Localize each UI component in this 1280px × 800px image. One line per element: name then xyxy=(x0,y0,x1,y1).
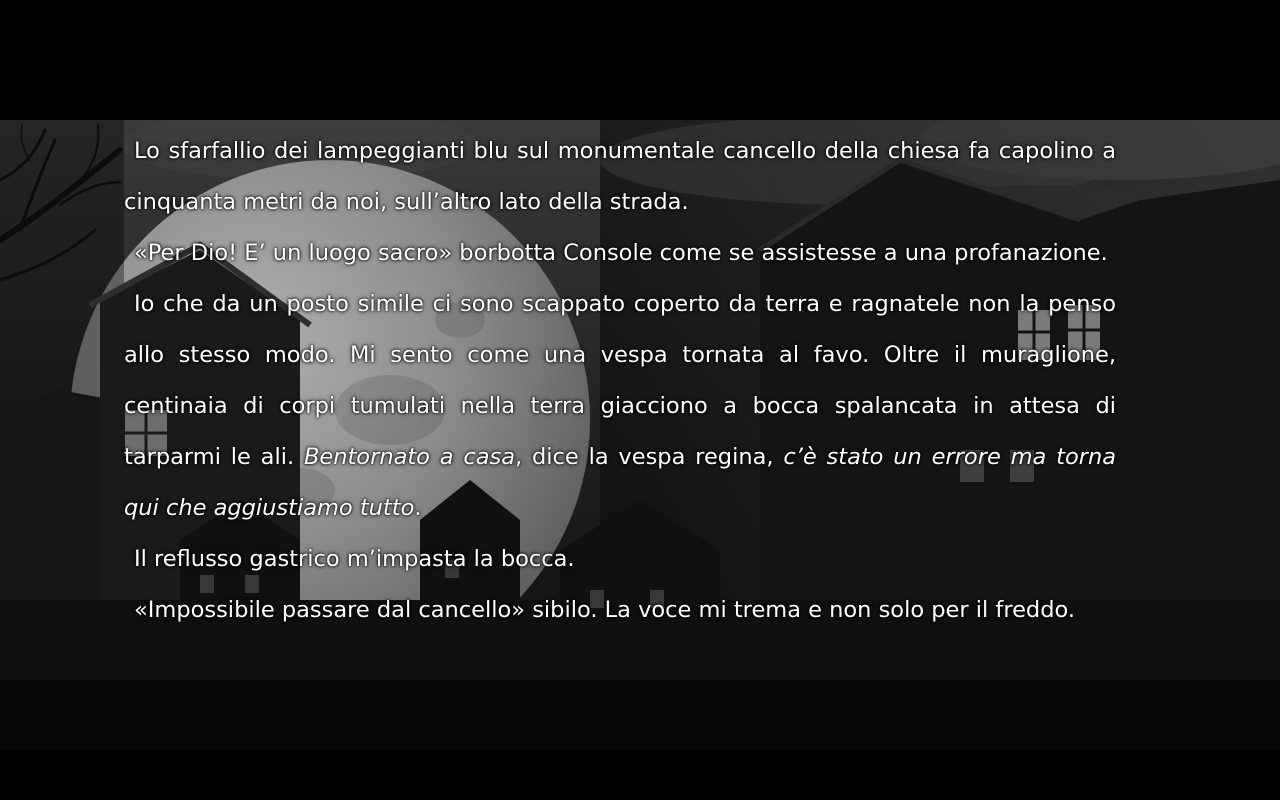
paragraph-2: «Per Dio! E’ un luogo sacro» borbotta Console come se assistesse a una profanazione. xyxy=(134,240,1108,266)
paragraph-5: «Impossibile passare dal cancello» sibilo. La voce mi trema e non solo per il freddo. xyxy=(134,597,1076,623)
italic-phrase-2: c’è stato un errore ma torna qui che aggiustiamo tutto xyxy=(124,444,1117,521)
italic-phrase-1: Bentornato a casa xyxy=(303,444,516,470)
story-text xyxy=(124,126,1116,636)
paragraph-4: Il reflusso gastrico m’impasta la bocca. xyxy=(134,546,575,572)
paragraph-3 xyxy=(124,279,1116,534)
paragraph-3-text-a: Io che da un posto simile ci sono scappato coperto da terra e ragnatele non la penso allo stesso modo. Mi sento come una vespa tornata al favo. Oltre il muraglione, centinaia di corpi tumulati nella terra giacciono a bocca spalancata in attesa di tarparmi le ali. xyxy=(124,291,1116,470)
paragraph-3-text-b: , dice la vespa regina, xyxy=(515,444,784,470)
paragraph-1: Lo sfarfallio dei lampeggianti blu sul monumentale cancello della chiesa fa capolino a cinquanta metri da noi, sull’altro lato della strada. xyxy=(124,138,1116,215)
paragraph-3-text-c: . xyxy=(414,495,422,521)
